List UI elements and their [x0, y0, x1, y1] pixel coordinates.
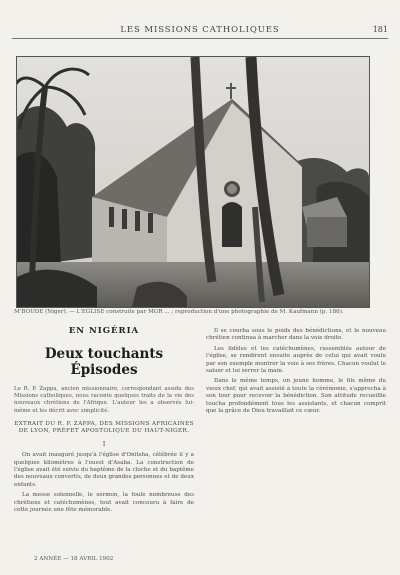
paragraph: Les fidèles et les catéchumènes, rassemblés autour de l'église, se rendirent ensuite auprès de celui qui avait voulu par son exemple montrer la voie à ses frères. Chacun voulut le saluer et lui serrer la main.	[206, 345, 386, 375]
section-header: EN NIGÉRIA	[68, 326, 140, 336]
right-column-text	[206, 328, 386, 415]
article-intro: Le R. P. Zappa, ancien missionnaire, correspondant assidu des Missions catholiques, nous raconte quelques traits de la vie des nouveaux chrétiens de l'Afrique. L'auteur les a observés lui-même et les décrit avec simplicité.	[14, 386, 194, 414]
paragraph: Dans le même temps, un jeune homme, le fils même du vieux chef, qui avait assisté à toute la cérémonie, s'approcha à son tour pour recevoir la bénédiction. Son attitude recueillie toucha profondément tous les assistants, et chacun comprit que la grâce de Dieu travaillait ce cœur.	[206, 378, 386, 415]
paragraph: La messe solennelle, le sermon, la foule nombreuse des chrétiens et catéchumènes, tout avait concouru à faire de cette journée une fête mémorable.	[14, 492, 194, 514]
article-extract: EXTRAIT DU R. P. ZAPPA, DES MISSIONS AFRICAINES DE LYON, PRÉFET APOSTOLIQUE DU HAUT-NIGER.	[14, 420, 194, 435]
issue-footer: 2 ANNÉE — 18 AVRIL 1902	[34, 556, 114, 562]
page-number: 181	[372, 25, 388, 34]
magazine-title: LES MISSIONS CATHOLIQUES	[120, 25, 280, 35]
page-header	[12, 24, 388, 39]
church-photo	[16, 56, 370, 308]
church-photo-illustration	[17, 57, 369, 307]
chapter-number: I	[102, 441, 106, 449]
photo-caption: M'BOUDÈ (Niger). — L'ÉGLISE construite par MGR ... ; reproduction d'une photographie de M. Kaufmann (p. 186).	[14, 309, 344, 315]
article-title: Deux touchants Épisodes	[44, 346, 164, 378]
paragraph: Il se courba sous le poids des bénédictions, et le nouveau chrétien continua à marcher dans la voie droite.	[206, 328, 386, 342]
left-column	[14, 324, 194, 517]
right-column	[206, 324, 386, 418]
left-column-text	[14, 452, 194, 514]
paragraph: On avait inauguré jusqu'à l'église d'Onitsha, célébrée il y a quelques kilomètres à l'ouest d'Asaba. La construction de l'église avait été suivie du baptême de la cloche et du baptême des nouveaux convertis, de deux grandes personnes et de deux enfants.	[14, 452, 194, 488]
